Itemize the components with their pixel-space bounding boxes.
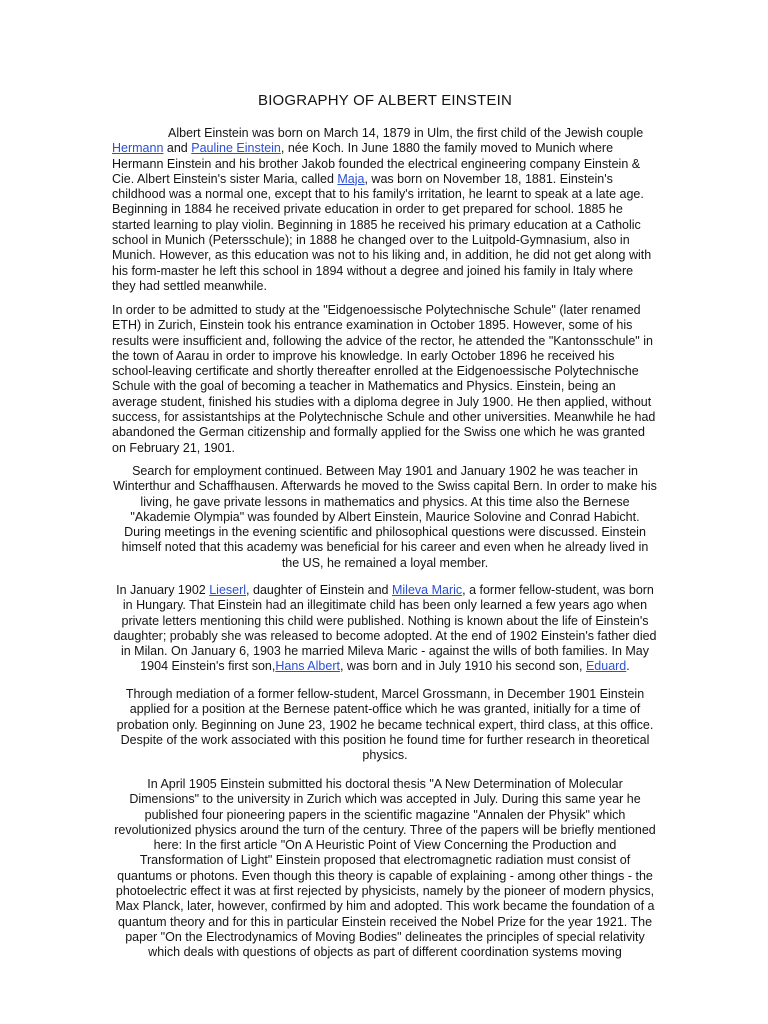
paragraph-education: In order to be admitted to study at the "Eidgenoessische Polytechnische Schule" (later renamed ETH) in Zurich, Einstein took his entrance examination in October 1895. However, some of his results were insufficient and, following the advice of the rector, he attended the "Kantonsschule" in the town of Aarau in order to improve his knowledge. In early October 1896 he received his school-leaving certificate and shortly thereafter enrolled at the Eidgenoessische Polytechnische Schule with the goal of becoming a teacher in Mathematics and Physics. Einstein, being an average student, finished his studies with a diploma degree in July 1900. He then applied, without success, for assistantships at the Polytechnische Schule and other universities. Meanwhile he had abandoned the German citizenship and formally applied for the Swiss one which he was granted on February 21, 1901. [112,303,656,455]
paragraph-early-life [112,126,658,294]
paragraph-employment: Search for employment continued. Between May 1901 and January 1902 he was teacher in Winterthur and Schaffhausen. Afterwards he moved to the Swiss capital Bern. In order to make his living, he gave private lessons in mathematics and physics. At this time also the Bernese "Akademie Olympia" was founded by Albert Einstein, Maurice Solovine and Conrad Habicht. During meetings in the evening scientific and philosophical questions were discussed. Einstein himself noted that this academy was beneficial for his career and even when he already lived in the US, he remained a loyal member. [113,464,657,570]
paragraph-text: , was born and in July 1910 his second son, [339,659,586,674]
paragraph-text: , née Koch. In June 1880 the family moved to Munich where Hermann Einstein and his brother Jakob founded the electrical engineering company Einstein & Cie. Albert Einstein's sister Maria, called [112,141,641,186]
link-maja[interactable]: Maja [337,171,365,186]
paragraph-1905-papers: In April 1905 Einstein submitted his doctoral thesis "A New Determination of Molecular Dimensions" to the university in Zurich which was accepted in July. During this same year he published four pioneering papers in the scientific magazine "Annalen der Physik" which revolutionized physics around the turn of the century. Three of the papers will be briefly mentioned here: In the first article "On A Heuristic Point of View Concerning the Production and Transformation of Light" Einstein proposed that electromagnetic radiation must consist of quantums or photons. Even though this theory is capable of explaining - among other things - the photoelectric effect it was at first rejected by physicists, namely by the pioneer of modern physics, Max Planck, later, however, confirmed by him and adopted. This work became the foundation of a quantum theory and for this in particular Einstein received the Nobel Prize for the year 1921. The paper "On the Electrodynamics of Moving Bodies" delineates the principles of special relativity which deals with questions of objects as part of different coordination systems moving [114,777,656,960]
link-eduard[interactable]: Eduard [585,659,627,674]
page-title: BIOGRAPHY OF ALBERT EINSTEIN [257,92,512,109]
paragraph-text: , was born on November 18, 1881. Einstein's childhood was a normal one, except that to his family's irritation, he learnt to speak at a late age. Beginning in 1884 he received private education in order to get prepared for school. 1885 he started learning to play violin. Beginning in 1885 he received his primary education at a Catholic school in Munich (Petersschule); in 1888 he changed over to the Luitpold-Gymnasium, also in Munich. However, as this education was not to his liking and, in addition, he did not get along with his form-master he left this school in 1894 without a degree and joined his family in Italy where they had settled meanwhile. [112,171,652,293]
paragraph-text: and [163,141,192,156]
paragraph-text: , daughter of Einstein and [246,583,392,597]
paragraph-text: , a former fellow-student, was born in Hungary. That Einstein had an illegitimate child has been only learned a few years ago when private letters mentioning this child were published. Nothing is known about the life of Einstein's daughter; probably she was released to become adopted. At the end of 1902 Einstein's father died in Milan. On January 6, 1903 he married Mileva Maric - against the wills of both families. In May 1904 Einstein's first son, [113,583,657,674]
link-hermann[interactable]: Hermann [112,141,164,156]
paragraph-family [112,583,658,675]
paragraph-text: . [626,659,630,674]
link-pauline-einstein[interactable]: Pauline Einstein [191,141,281,156]
paragraph-text: In January 1902 [116,583,210,597]
paragraph-text: Albert Einstein was born on March 14, 1879 in Ulm, the first child of the Jewish couple [168,126,644,140]
paragraph-patent-office: Through mediation of a former fellow-student, Marcel Grossmann, in December 1901 Einstein applied for a position at the Bernese patent-office which he was granted, initially for a time of probation only. Beginning on June 23, 1902 he became technical expert, third class, at this office. Despite of the work associated with this position he found time for further research in theoretical physics. [116,687,654,763]
link-mileva-maric[interactable]: Mileva Maric [391,583,463,597]
link-hans-albert[interactable]: Hans Albert [275,659,340,674]
link-lieserl[interactable]: Lieserl [209,583,247,597]
